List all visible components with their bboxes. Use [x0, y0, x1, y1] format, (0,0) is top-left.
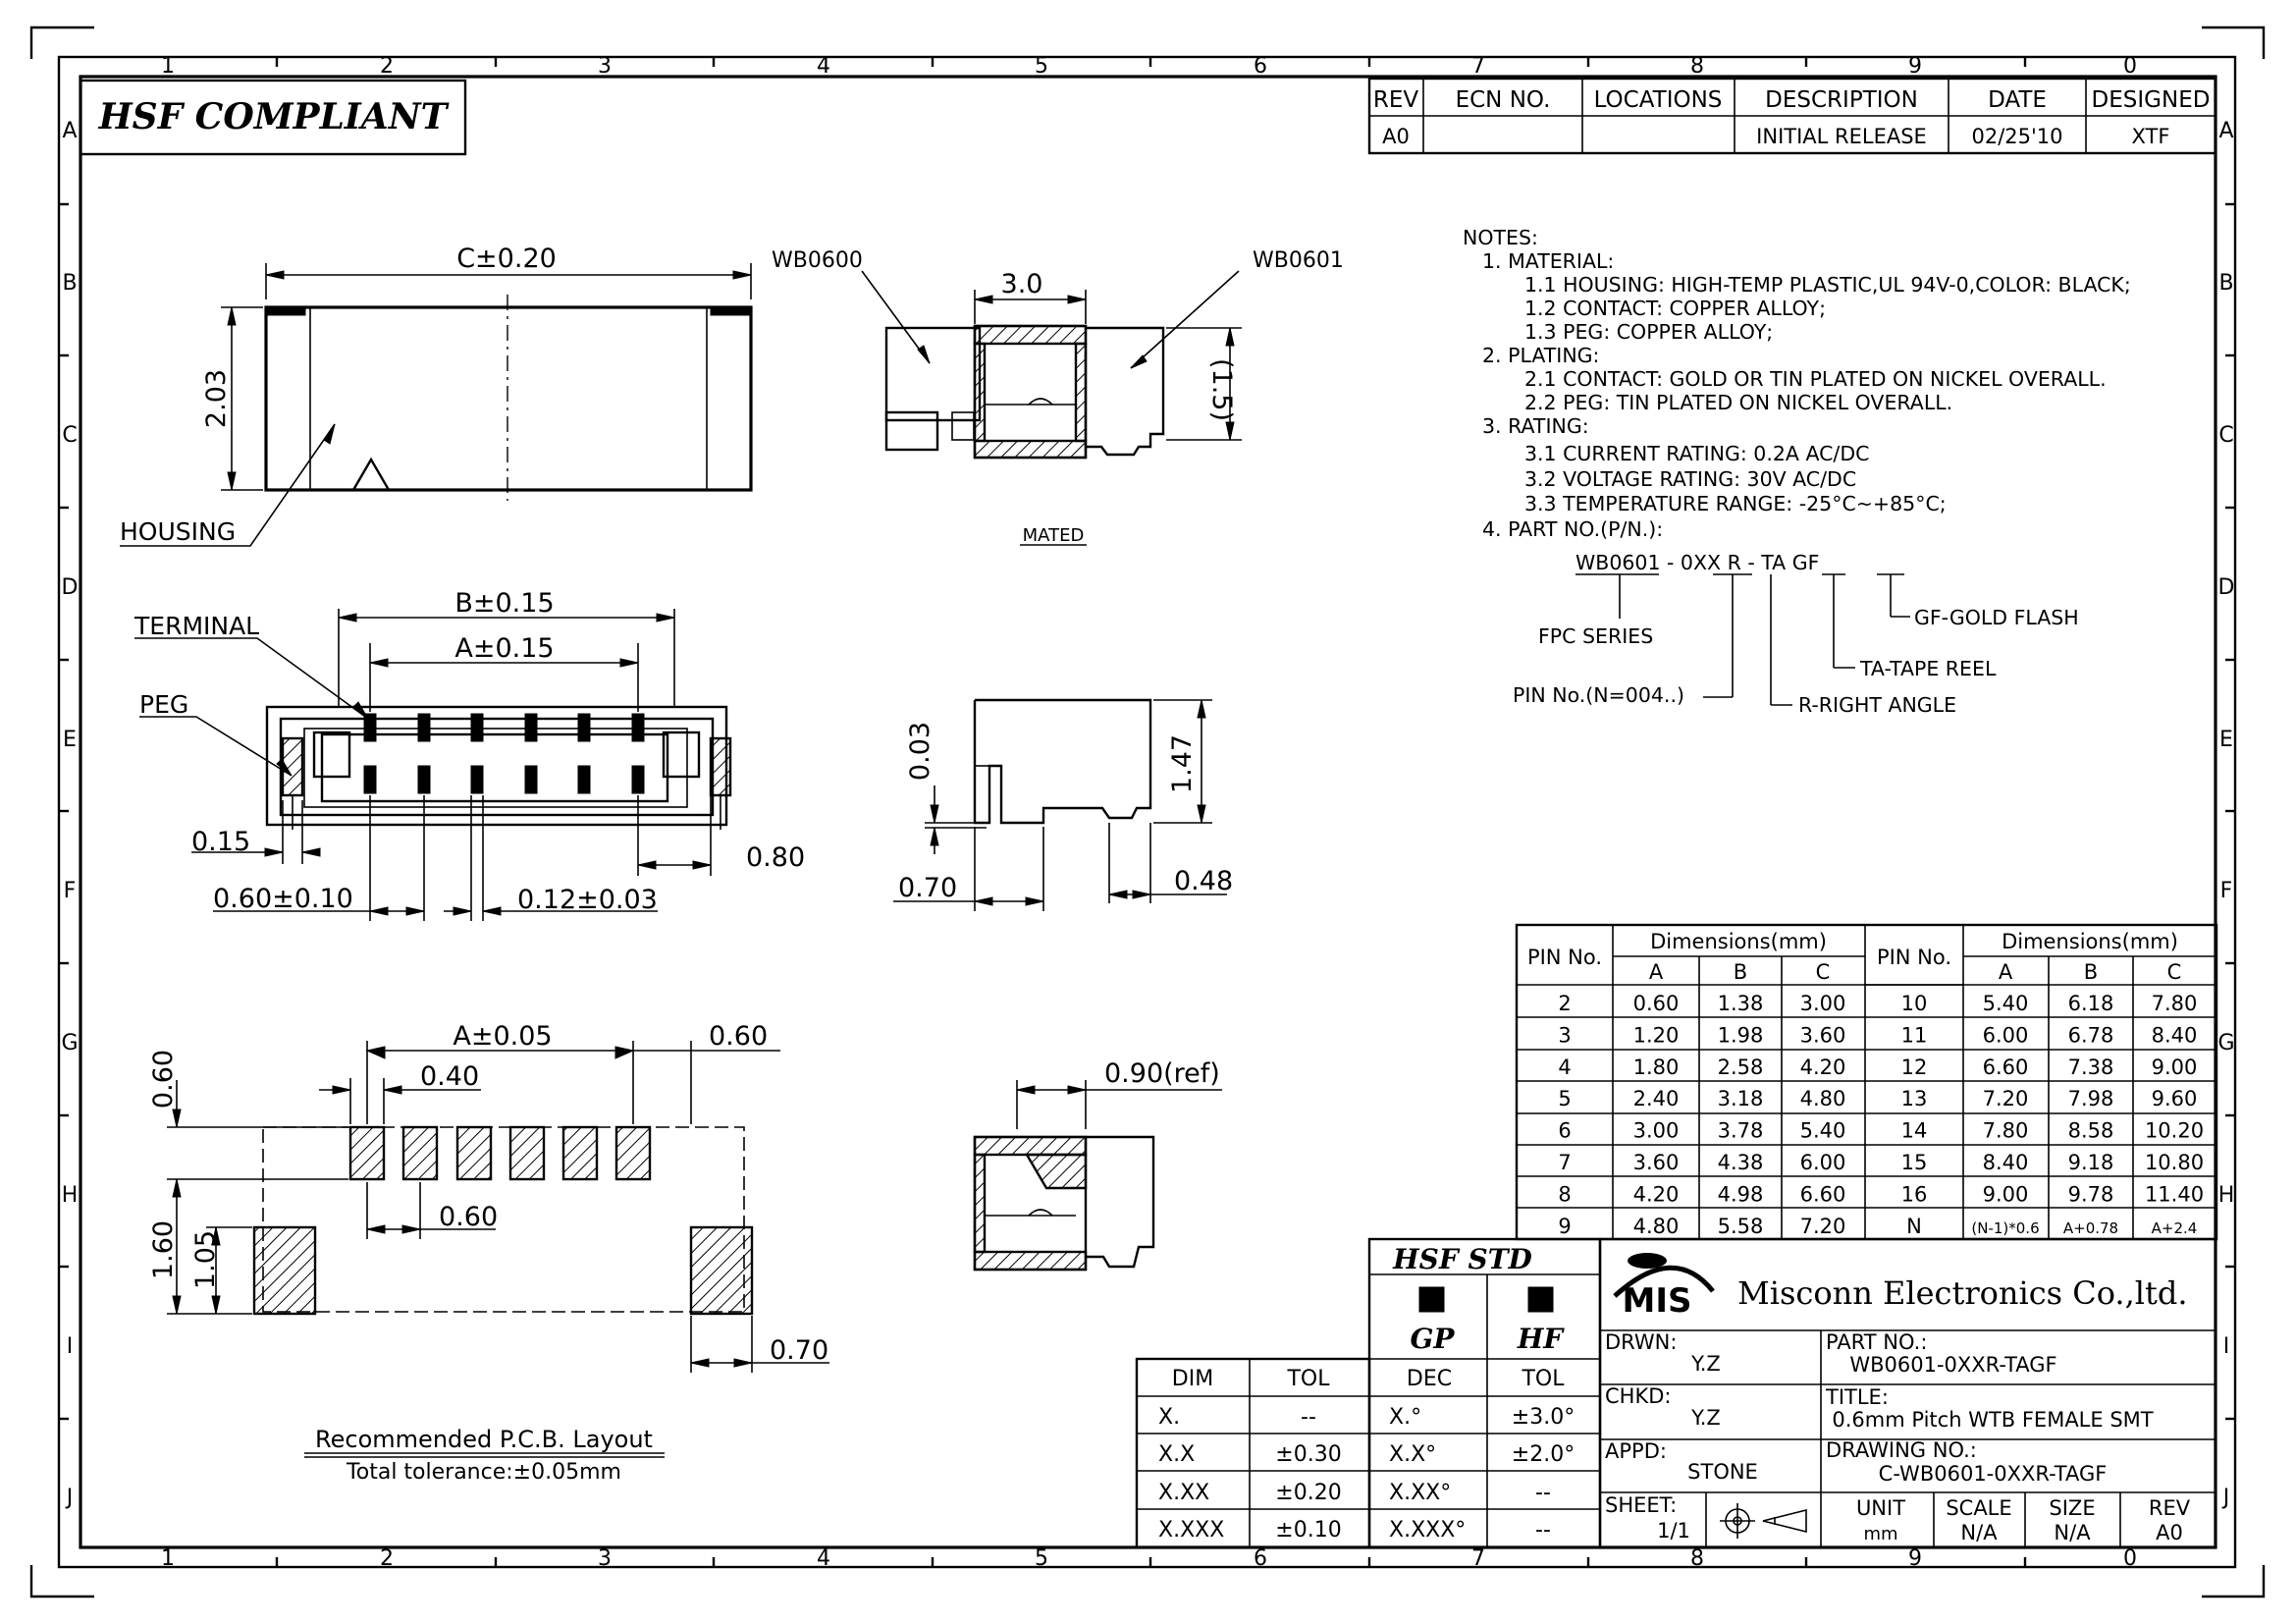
dims-cell-left-6-2: 4.98 — [1717, 1182, 1764, 1207]
zone-row-j-r: J — [2222, 1486, 2230, 1510]
tol-r4-tol2: -- — [1535, 1518, 1551, 1543]
dims-cell-right-3-1: 7.20 — [1982, 1087, 2029, 1111]
dims-cell-right-1-0: 11 — [1900, 1023, 1928, 1048]
zone-col-8: 8 — [1690, 54, 1704, 79]
dim-160: 1.60 — [148, 1219, 179, 1280]
part-no-label: PART NO.: — [1826, 1330, 1928, 1354]
dim-003: 0.03 — [905, 721, 935, 782]
tol-header-tol: TOL — [1287, 1367, 1330, 1391]
chkd-value: Y.Z — [1691, 1406, 1721, 1430]
dims-cell-left-1-0: 3 — [1558, 1023, 1572, 1048]
dim-048: 0.48 — [1174, 866, 1234, 896]
dims-cell-left-3-1: 2.40 — [1632, 1087, 1680, 1111]
tol-r2-tol2: ±2.0° — [1511, 1442, 1575, 1467]
zone-row-i-r: I — [2222, 1334, 2230, 1359]
tol-r1-dim: X. — [1158, 1405, 1181, 1430]
tol-r4-dim: X.XXX — [1158, 1518, 1225, 1543]
dt-col-b-l: B — [1733, 960, 1748, 984]
note-line-12: 4. PART NO.(P/N.): — [1482, 517, 1664, 541]
dims-cell-right-7-1: (N-1)*0.6 — [1971, 1218, 2040, 1237]
zone-col-2-b: 2 — [380, 1546, 394, 1571]
dt-dims-header-r: Dimensions(mm) — [2002, 930, 2178, 953]
hsf-std-gp: GP — [1410, 1323, 1455, 1355]
dims-cell-right-4-1: 7.80 — [1982, 1118, 2029, 1143]
rev-value: A0 — [2156, 1521, 2183, 1544]
dt-pin-header-r: PIN No. — [1876, 946, 1952, 969]
dim-15: (1.5) — [1206, 357, 1237, 422]
tol-header-dim: DIM — [1171, 1367, 1214, 1391]
dims-cell-right-3-0: 13 — [1900, 1087, 1928, 1111]
note-line-5: 2. PLATING: — [1482, 344, 1600, 367]
dt-col-a-l: A — [1648, 960, 1664, 984]
dims-cell-left-0-1: 0.60 — [1632, 992, 1680, 1015]
dims-cell-left-5-2: 4.38 — [1717, 1151, 1764, 1174]
hsf-std-title: HSF STD — [1393, 1243, 1532, 1275]
dt-col-c-l: C — [1815, 960, 1831, 984]
dims-cell-right-2-0: 12 — [1900, 1055, 1928, 1079]
note-line-4: 1.3 PEG: COPPER ALLOY; — [1524, 320, 1774, 344]
dims-cell-right-0-1: 5.40 — [1982, 992, 2029, 1015]
dim-060-010: 0.60±0.10 — [213, 884, 353, 914]
dim-060-vert: 0.60 — [148, 1049, 179, 1110]
part-no-series: FPC SERIES — [1538, 624, 1654, 648]
note-line-9: 3.1 CURRENT RATING: 0.2A AC/DC — [1524, 442, 1870, 465]
notes-heading: NOTES: — [1463, 226, 1538, 249]
zone-col-6-b: 6 — [1254, 1546, 1267, 1571]
part-no-pin: PIN No.(N=004..) — [1513, 683, 1684, 707]
rev-row-rev: A0 — [1382, 125, 1410, 148]
title-value: 0.6mm Pitch WTB FEMALE SMT — [1832, 1408, 2154, 1432]
title-label: TITLE: — [1826, 1385, 1889, 1409]
dims-cell-left-2-3: 4.20 — [1799, 1055, 1846, 1079]
hsf-std-hf: HF — [1517, 1323, 1564, 1355]
zone-row-d-r: D — [2217, 575, 2235, 600]
zone-col-5: 5 — [1035, 54, 1048, 79]
dim-060-pitch: 0.60 — [439, 1202, 499, 1232]
dims-cell-left-3-2: 3.18 — [1717, 1087, 1764, 1111]
dims-cell-right-1-3: 8.40 — [2151, 1023, 2198, 1048]
dims-cell-left-4-2: 3.78 — [1717, 1118, 1764, 1143]
dim-070a: 0.70 — [898, 873, 958, 903]
dims-cell-left-2-1: 1.80 — [1632, 1055, 1680, 1079]
hsf-banner: HSF COMPLIANT — [98, 96, 448, 137]
rev-header-description: DESCRIPTION — [1765, 87, 1918, 113]
zone-col-4: 4 — [817, 54, 830, 79]
top-view — [134, 609, 730, 921]
dim-040: 0.40 — [420, 1061, 480, 1092]
zone-row-c-r: C — [2218, 423, 2234, 448]
dims-cell-right-2-3: 9.00 — [2151, 1055, 2198, 1079]
zone-col-4-b: 4 — [817, 1546, 830, 1571]
zone-row-e-r: E — [2219, 728, 2233, 752]
dims-cell-right-6-3: 11.40 — [2144, 1182, 2205, 1207]
size-label: SIZE — [2049, 1496, 2096, 1520]
dims-cell-right-0-2: 6.18 — [2067, 992, 2114, 1015]
pcb-title: Recommended P.C.B. Layout — [315, 1426, 653, 1453]
zone-row-a: A — [62, 119, 78, 143]
zone-col-5-b: 5 — [1035, 1546, 1048, 1571]
zone-row-f: F — [63, 879, 77, 903]
dim-105: 1.05 — [190, 1229, 221, 1290]
dims-cell-left-7-3: 7.20 — [1799, 1214, 1846, 1238]
dims-cell-right-5-3: 10.80 — [2144, 1151, 2205, 1174]
dims-cell-left-4-3: 5.40 — [1799, 1118, 1846, 1143]
drwn-value: Y.Z — [1691, 1352, 1721, 1376]
tol-header-dec: DEC — [1406, 1367, 1453, 1391]
zone-row-d: D — [61, 575, 79, 600]
zone-col-3: 3 — [598, 54, 612, 79]
zone-col-1: 1 — [161, 54, 175, 79]
dims-cell-right-4-0: 14 — [1900, 1118, 1928, 1143]
tol-r3-tol2: -- — [1535, 1481, 1551, 1505]
zone-col-1-b: 1 — [161, 1546, 175, 1571]
tol-r1-dec: X.° — [1389, 1405, 1422, 1430]
tol-r2-dec: X.X° — [1389, 1442, 1437, 1467]
note-line-1: 1. MATERIAL: — [1482, 249, 1615, 273]
sheet-value: 1/1 — [1657, 1519, 1690, 1543]
dims-cell-left-1-3: 3.60 — [1799, 1023, 1846, 1048]
note-line-10: 3.2 VOLTAGE RATING: 30V AC/DC — [1524, 467, 1857, 491]
label-wb0600: WB0600 — [772, 248, 863, 273]
dims-cell-left-0-2: 1.38 — [1717, 992, 1764, 1015]
rev-header-ecn: ECN NO. — [1455, 87, 1551, 113]
rev-row-date: 02/25'10 — [1971, 125, 2063, 148]
dims-cell-left-0-0: 2 — [1558, 992, 1572, 1015]
tol-r1-tol: -- — [1301, 1405, 1316, 1430]
rev-header-designed: DESIGNED — [2091, 87, 2211, 113]
drawing-no-label: DRAWING NO.: — [1826, 1438, 1977, 1462]
drawing-no-value: C-WB0601-0XXR-TAGF — [1878, 1462, 2108, 1486]
dims-cell-left-7-0: 9 — [1558, 1214, 1572, 1238]
pcb-layout — [167, 1041, 829, 1457]
dims-cell-left-3-0: 5 — [1558, 1087, 1572, 1111]
dims-cell-left-2-0: 4 — [1558, 1055, 1572, 1079]
tol-r4-tol: ±0.10 — [1275, 1518, 1342, 1543]
note-line-3: 1.2 CONTACT: COPPER ALLOY; — [1524, 297, 1826, 320]
zone-row-j: J — [66, 1486, 74, 1510]
dim-c: C±0.20 — [456, 244, 557, 274]
zone-col-3-b: 3 — [598, 1546, 612, 1571]
note-line-7: 2.2 PEG: TIN PLATED ON NICKEL OVERALL. — [1524, 391, 1953, 414]
cross-section-view — [975, 1080, 1222, 1270]
part-no-code: WB0601 - 0XX R - TA GF — [1575, 551, 1820, 574]
dim-147: 1.47 — [1167, 733, 1198, 794]
dims-cell-left-3-3: 4.80 — [1799, 1087, 1846, 1111]
label-mated: MATED — [1022, 525, 1085, 546]
dims-cell-left-2-2: 2.58 — [1717, 1055, 1764, 1079]
unit-value: mm — [1863, 1524, 1898, 1544]
dt-col-b-r: B — [2083, 960, 2099, 984]
dims-cell-right-1-2: 6.78 — [2067, 1023, 2114, 1048]
size-value: N/A — [2054, 1521, 2091, 1544]
dims-cell-right-6-2: 9.78 — [2067, 1182, 2114, 1207]
dims-cell-right-3-2: 7.98 — [2067, 1087, 2114, 1111]
zone-row-b: B — [62, 271, 78, 296]
label-housing: HOUSING — [120, 517, 237, 546]
rev-label: REV — [2148, 1496, 2191, 1520]
label-terminal: TERMINAL — [134, 612, 260, 640]
zone-row-h: H — [61, 1183, 79, 1208]
tol-r4-dec: X.XXX° — [1389, 1518, 1467, 1543]
dim-012-003: 0.12±0.03 — [517, 885, 658, 915]
sheet-label: SHEET: — [1605, 1493, 1678, 1517]
dims-cell-right-4-3: 10.20 — [2144, 1118, 2205, 1143]
dt-pin-header-l: PIN No. — [1526, 946, 1603, 969]
dims-cell-left-7-2: 5.58 — [1717, 1214, 1764, 1238]
rev-row-description: INITIAL RELEASE — [1756, 125, 1927, 148]
appd-value: STONE — [1687, 1460, 1758, 1484]
zone-col-9: 9 — [1908, 54, 1922, 79]
dim-30: 3.0 — [1000, 269, 1043, 299]
tol-r3-dim: X.XX — [1158, 1481, 1210, 1505]
revision-table — [1369, 79, 2216, 153]
dims-cell-left-0-3: 3.00 — [1799, 992, 1846, 1015]
tol-r2-dim: X.X — [1158, 1442, 1196, 1467]
dims-cell-right-5-2: 9.18 — [2067, 1151, 2114, 1174]
scale-value: N/A — [1960, 1521, 1998, 1544]
dt-dims-header-l: Dimensions(mm) — [1650, 930, 1827, 953]
zone-row-f-r: F — [2219, 879, 2233, 903]
part-no-gf: GF-GOLD FLASH — [1914, 606, 2079, 629]
dim-b: B±0.15 — [454, 588, 555, 619]
part-no-r: R-RIGHT ANGLE — [1798, 693, 1957, 717]
dims-cell-right-5-0: 15 — [1900, 1151, 1928, 1174]
scale-label: SCALE — [1946, 1496, 2012, 1520]
zone-col-6: 6 — [1254, 54, 1267, 79]
part-no-ta: TA-TAPE REEL — [1860, 657, 1997, 680]
tol-r1-tol2: ±3.0° — [1511, 1405, 1575, 1430]
chkd-label: CHKD: — [1605, 1384, 1672, 1408]
company-name: Misconn Electronics Co.,ltd. — [1737, 1274, 2188, 1312]
dims-cell-left-5-0: 7 — [1558, 1151, 1572, 1174]
dims-cell-right-7-2: A+0.78 — [2062, 1218, 2119, 1237]
dt-col-a-r: A — [1998, 960, 2013, 984]
appd-label: APPD: — [1605, 1439, 1667, 1463]
zone-col-7-b: 7 — [1471, 1546, 1485, 1571]
dims-cell-left-4-0: 6 — [1558, 1118, 1572, 1143]
note-line-6: 2.1 CONTACT: GOLD OR TIN PLATED ON NICKEL OVERALL. — [1524, 367, 2107, 391]
rev-header-locations: LOCATIONS — [1593, 87, 1723, 113]
dims-cell-right-6-0: 16 — [1900, 1182, 1928, 1207]
dim-203: 2.03 — [201, 368, 232, 429]
dims-cell-left-6-3: 6.60 — [1799, 1182, 1846, 1207]
dim-090-ref: 0.90(ref) — [1104, 1058, 1220, 1089]
tol-r3-dec: X.XX° — [1389, 1481, 1452, 1505]
zone-col-7: 7 — [1471, 54, 1485, 79]
dims-cell-right-4-2: 8.58 — [2067, 1118, 2114, 1143]
dim-a-005: A±0.05 — [453, 1021, 553, 1052]
dim-080: 0.80 — [746, 842, 806, 873]
dims-cell-right-6-1: 9.00 — [1982, 1182, 2029, 1207]
dim-a: A±0.15 — [454, 633, 555, 664]
dims-cell-right-5-1: 8.40 — [1982, 1151, 2029, 1174]
mated-side-view — [862, 271, 1242, 545]
dims-cell-right-2-1: 6.60 — [1982, 1055, 2029, 1079]
zone-row-i: I — [66, 1334, 74, 1359]
dims-cell-right-0-3: 7.80 — [2151, 992, 2198, 1015]
tol-header-tol2: TOL — [1522, 1367, 1565, 1391]
dims-cell-right-7-0: N — [1906, 1214, 1922, 1238]
tol-r2-tol: ±0.30 — [1275, 1442, 1342, 1467]
rev-header-rev: REV — [1372, 87, 1419, 113]
drwn-label: DRWN: — [1605, 1330, 1678, 1354]
dims-cell-right-7-3: A+2.4 — [2151, 1218, 2198, 1237]
dims-cell-left-1-2: 1.98 — [1717, 1023, 1764, 1048]
unit-label: UNIT — [1855, 1496, 1906, 1520]
dim-070b: 0.70 — [770, 1335, 829, 1366]
dims-cell-left-1-1: 1.20 — [1632, 1023, 1680, 1048]
zone-col-9-b: 9 — [1908, 1546, 1922, 1571]
notes-block — [1463, 226, 2131, 717]
zone-col-0-b: 0 — [2123, 1546, 2137, 1571]
dims-cell-left-7-1: 4.80 — [1632, 1214, 1680, 1238]
part-no-value: WB0601-0XXR-TAGF — [1849, 1353, 2057, 1377]
note-line-8: 3. RATING: — [1482, 414, 1589, 438]
inner-frame — [80, 77, 2216, 1547]
dims-cell-left-5-1: 3.60 — [1632, 1151, 1680, 1174]
zone-row-a-r: A — [2218, 119, 2234, 143]
zone-col-8-b: 8 — [1690, 1546, 1704, 1571]
dims-cell-left-4-1: 3.00 — [1632, 1118, 1680, 1143]
zone-row-labels-right — [2217, 119, 2234, 1510]
note-line-2: 1.1 HOUSING: HIGH-TEMP PLASTIC,UL 94V-0,COLOR: BLACK; — [1524, 273, 2131, 297]
dims-cell-right-0-0: 10 — [1900, 992, 1928, 1015]
label-wb0601: WB0601 — [1253, 248, 1344, 273]
dims-cell-right-2-2: 7.38 — [2067, 1055, 2114, 1079]
tol-r3-tol: ±0.20 — [1275, 1481, 1342, 1505]
dims-cell-right-1-1: 6.00 — [1982, 1023, 2029, 1048]
zone-col-0: 0 — [2123, 54, 2137, 79]
label-peg: PEG — [139, 690, 189, 719]
note-line-11: 3.3 TEMPERATURE RANGE: -25°C~+85°C; — [1524, 492, 1947, 515]
zone-row-b-r: B — [2218, 271, 2234, 296]
dim-015: 0.15 — [191, 827, 251, 857]
zone-row-h-r: H — [2217, 1183, 2235, 1208]
rev-row-designed: XTF — [2131, 125, 2170, 148]
zone-col-2: 2 — [380, 54, 394, 79]
zone-row-g-r: G — [2217, 1031, 2235, 1056]
dim-060-top: 0.60 — [709, 1021, 769, 1052]
rev-header-date: DATE — [1988, 87, 2047, 113]
dt-col-c-r: C — [2166, 960, 2182, 984]
dims-cell-right-3-3: 9.60 — [2151, 1087, 2198, 1111]
dims-cell-left-6-1: 4.20 — [1632, 1182, 1680, 1207]
zone-row-c: C — [62, 423, 78, 448]
dims-cell-left-6-0: 8 — [1558, 1182, 1572, 1207]
zone-row-g: G — [61, 1031, 79, 1056]
dimensions-table-rows — [1558, 992, 2204, 1238]
zone-row-e: E — [63, 728, 77, 752]
pcb-tolerance: Total tolerance:±0.05mm — [347, 1460, 621, 1485]
dims-cell-left-5-3: 6.00 — [1799, 1151, 1846, 1174]
zone-row-labels-left — [61, 119, 78, 1510]
tolerance-table-text — [1158, 1367, 1575, 1543]
mis-logo-text: MIS — [1622, 1281, 1692, 1321]
